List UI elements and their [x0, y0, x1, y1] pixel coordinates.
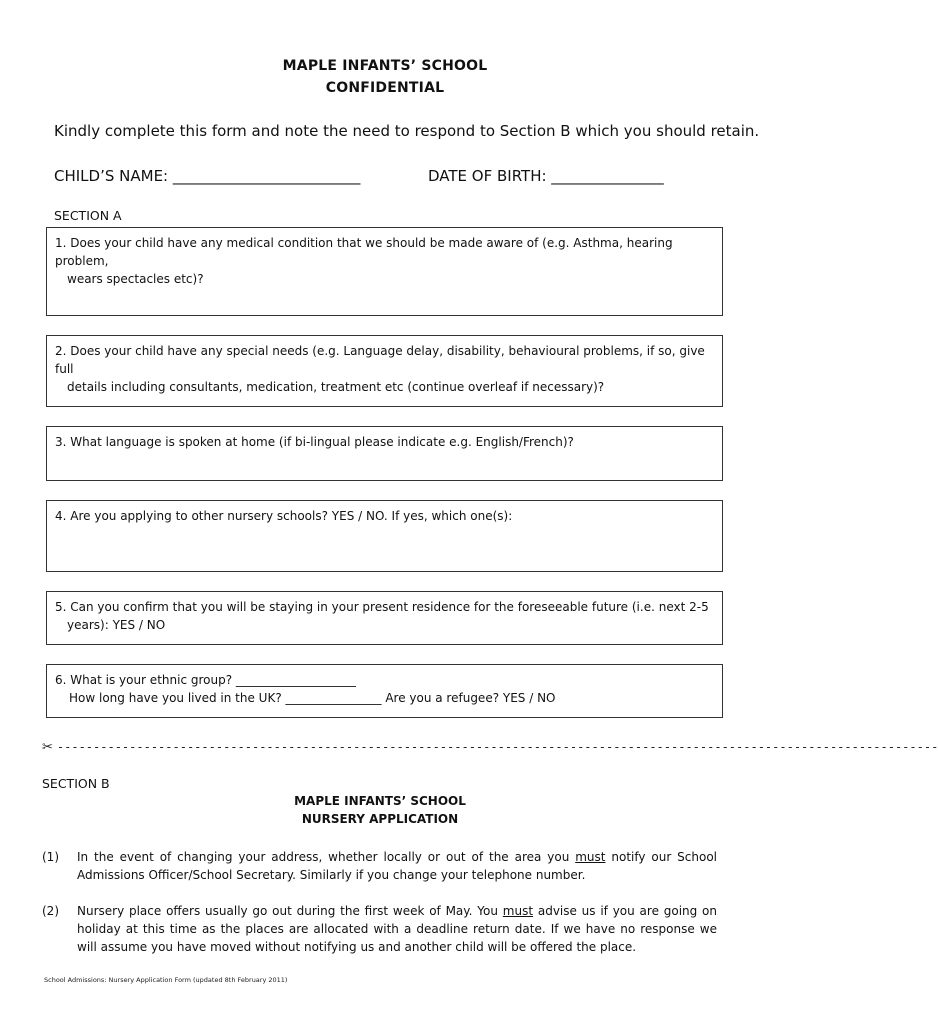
- question-2-box[interactable]: [46, 335, 723, 407]
- scissors-icon: ✂: [42, 740, 53, 755]
- child-name-field[interactable]: CHILD’S NAME: _________________________: [54, 167, 361, 185]
- question-1-text-cont: wears spectacles etc)?: [67, 272, 204, 286]
- question-6-box[interactable]: [46, 664, 723, 718]
- paragraph-1-text: In the event of changing your address, whether locally or out of the area you must notify our School Admissions Officer/School Secretary. Similarly if you change your telephone number.: [77, 850, 717, 882]
- paragraph-1-emphasis: must: [575, 850, 606, 864]
- question-1-text: 1. Does your child have any medical condition that we should be made aware of (e.g. Asthma, hearing problem,: [55, 236, 673, 268]
- question-3-text: 3. What language is spoken at home (if bi-lingual please indicate e.g. English/French)?: [55, 435, 574, 449]
- cut-dashes: --------------------------------------------------------------------------------------------------------------------------: [56, 740, 938, 754]
- date-of-birth-field[interactable]: DATE OF BIRTH: _______________: [428, 167, 664, 185]
- question-3-box[interactable]: [46, 426, 723, 481]
- paragraph-1-number: (1): [42, 850, 59, 864]
- paragraph-2-emphasis: must: [502, 904, 534, 918]
- intro-text: Kindly complete this form and note the need to respond to Section B which you should retain.: [54, 122, 760, 140]
- question-2-text-cont: details including consultants, medication, treatment etc (continue overleaf if necessary)?: [67, 380, 605, 394]
- question-5-text-cont: years): YES / NO: [67, 618, 166, 632]
- section-b-label: SECTION B: [42, 776, 110, 791]
- paragraph-2-text: Nursery place offers usually go out during the first week of May. You must advise us if you are going on holiday at this time as the places are allocated with a deadline return date. If we have no response we will assume you have moved without notifying us and another child will be offered the place.: [77, 904, 718, 954]
- question-6-uk-residence: How long have you lived in the UK? ________________ Are you a refugee? YES / NO: [69, 691, 556, 705]
- school-title: MAPLE INFANTS’ SCHOOL: [282, 58, 488, 74]
- section-b-school-title: MAPLE INFANTS’ SCHOOL: [294, 794, 466, 808]
- section-b-subtitle: NURSERY APPLICATION: [301, 812, 459, 826]
- section-a-label: SECTION A: [54, 208, 122, 223]
- footer-text: School Admissions: Nursery Application Form (updated 8th February 2011): [44, 976, 288, 984]
- question-6-ethnic-group: 6. What is your ethnic group? ____________________: [55, 673, 356, 687]
- question-4-text: 4. Are you applying to other nursery schools? YES / NO. If yes, which one(s):: [55, 509, 513, 523]
- cut-line: [42, 740, 938, 755]
- paragraph-2-number: (2): [42, 904, 59, 918]
- question-5-text: 5. Can you confirm that you will be staying in your present residence for the foreseeable future (i.e. next 2-5: [55, 600, 709, 614]
- question-1-box[interactable]: [46, 227, 723, 316]
- question-5-box[interactable]: [46, 591, 723, 645]
- confidential-label: CONFIDENTIAL: [325, 80, 445, 96]
- question-2-text: 2. Does your child have any special needs (e.g. Language delay, disability, behavioural problems, if so, give full: [55, 344, 705, 376]
- question-4-box[interactable]: [46, 500, 723, 572]
